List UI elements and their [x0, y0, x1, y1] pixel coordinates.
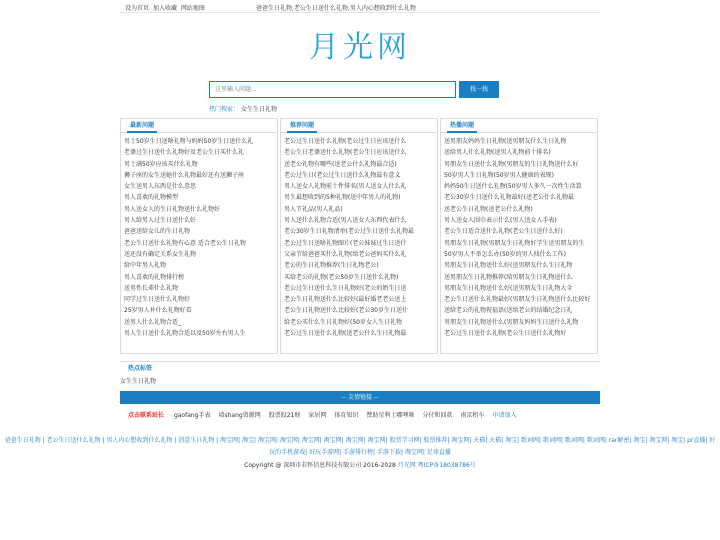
column-title-hot[interactable]: 热播问题 [447, 119, 477, 133]
copyright-text: Copyright @ 深圳市若怀信息科技有限公司 2016-2028 [244, 462, 396, 469]
question-item[interactable]: 男人生日送什么礼物合适以及50岁左右男人生 [124, 330, 246, 338]
top-keywords: 爸爸生日礼物,老公生日送什么礼物,男人内心想收到什么礼物 [256, 5, 416, 12]
friend-link[interactable]: 墙shang资源网 [218, 412, 261, 419]
question-item[interactable]: 男朋友生日礼物送什么好(送男朋友生日礼物大全 [444, 284, 573, 292]
hot-search-label: 热门搜索： [209, 106, 240, 113]
add-favorite-link[interactable]: 加入收藏 [152, 5, 177, 12]
question-item[interactable]: 男朋友生日送什么礼物(男朋友的生日礼物送什么好 [444, 160, 579, 168]
apply-link[interactable]: 申请加入 [492, 412, 517, 419]
copyright [0, 460, 720, 469]
question-item[interactable]: 送男朋友生日礼物推荐(给男朋友生日礼物送什么 [444, 273, 573, 281]
question-item[interactable]: 老公过生日送什么礼物(送老公什么生日礼物最 [284, 330, 407, 338]
question-item[interactable]: 老公生日礼物送什么比较好(最好婚老老公送上 [284, 296, 407, 304]
question-item[interactable]: 50岁男人生日礼物(50岁男人健康的表现) [444, 171, 554, 179]
question-item[interactable]: 老公30岁生日送什么礼物最好(送老公什么礼物最 [444, 194, 574, 202]
question-item[interactable]: 妈妈50生日送什么礼物(50岁男人多久一次性生活算 [444, 183, 582, 191]
question-item[interactable]: 老公30岁生日礼物清单(老公过生日送什么礼物最 [284, 228, 414, 236]
friend-link[interactable]: 分付和回款 [422, 412, 453, 419]
question-item[interactable]: 男朋友生日礼物送什么(男朋友妈妈生日送什么礼物 [444, 318, 579, 326]
question-list [121, 133, 277, 339]
question-item[interactable]: 男人送女人的生日礼物送什么礼物好 [124, 205, 221, 213]
contact-admin-link[interactable]: 点击联系站长 [128, 412, 165, 419]
question-item[interactable]: 送男性长辈什么礼物 [124, 284, 179, 292]
friend-link[interactable]: gaofang手表 [173, 412, 211, 419]
question-item[interactable]: 狮子座的女生送她什么礼物最好还有送狮子座 [124, 171, 245, 179]
question-item[interactable]: 给中年男人礼物 [124, 262, 167, 270]
question-item[interactable]: 男人送女人围巾表示什么(男人送女人手表) [444, 217, 557, 225]
column-recommended [280, 118, 438, 354]
column-hot [440, 118, 598, 354]
friend-link[interactable]: 体育知识 [334, 412, 359, 419]
question-item[interactable]: 男生最想收到的5种礼物(送中年男人的礼物) [284, 194, 401, 202]
question-item[interactable]: 爸爸送给女儿的生日礼物 [124, 228, 191, 236]
hot-tags-title: 热点标签 [128, 365, 153, 372]
column-title-latest[interactable]: 最新问题 [127, 119, 157, 133]
question-item[interactable]: 男朋友生日礼物(男朋友生日礼物好学生送男朋友的生 [444, 239, 585, 247]
site-logo[interactable]: 月光网 [309, 30, 411, 65]
question-item[interactable]: 男人送女人礼物前十件排名(男人送女人什么礼 [284, 183, 407, 191]
question-item[interactable]: 男朋友生日礼物送什么好(送男朋友什么生日礼物 [444, 262, 573, 270]
tag-item[interactable]: 女生生日礼物 [120, 378, 157, 385]
hot-tags [120, 361, 600, 386]
question-item[interactable]: 老公生日礼物送什么比较好(老公30岁生日送什 [284, 307, 408, 315]
friend-link[interactable]: 赞助星利士嘟哩舞 [366, 412, 415, 419]
question-item[interactable]: 送老公生日礼物(送老公什么礼物) [444, 205, 533, 213]
question-list [441, 133, 597, 339]
question-item[interactable]: 老公的生日礼物推荐(生日礼物老公) [284, 262, 379, 270]
set-homepage-link[interactable]: 设为首页 [125, 5, 150, 12]
question-item[interactable]: 老公过生日(老公过生日送什么礼物最有意义 [284, 171, 401, 179]
question-item[interactable]: 男士满50岁应该买什么礼物 [124, 160, 198, 168]
search-button[interactable]: 找一找 [459, 81, 499, 98]
question-item[interactable]: 男人喜欢的礼物模型 [124, 194, 179, 202]
column-header [281, 119, 437, 133]
friend-link[interactable]: 南京租车 [460, 412, 485, 419]
footer-links[interactable]: 爸爸生日礼物 | 老公生日送什么礼物 | 男人内心想收到什么礼物 | 创意生日礼物 | 淘宝网| 淘宝| 淘宝网| 淘宝网| 淘宝网| 淘宝网| 淘宝网| 淘宝网| 股票学习网| 股票推荐| 淘宝网| 天猫| 天猫| 淘宝| 歌词网| 歌词网| 歌词网| 歌词网| rar解密| 淘宝| 淘宝网| 淘宝| pr直播| 好玩的手机游戏| 好玩手游网| 手游排行榜| 手游下载| 淘宝网| 足球直播 [4, 437, 716, 456]
friend-link[interactable]: 家居网 [308, 412, 327, 419]
friend-link[interactable]: 股票股21财 [268, 412, 301, 419]
column-header [121, 119, 277, 133]
question-item[interactable]: 老公生日送什么礼物最好(男朋友生日礼物送什么比较好 [444, 296, 591, 304]
question-item[interactable]: 男人喜欢的礼物排行榜 [124, 273, 185, 281]
question-item[interactable]: 送男朋友妈妈生日礼物(送男朋友什么生日礼物 [444, 138, 567, 145]
question-item[interactable]: 老公过生日送什么礼物(老公过生日应该送什么 [284, 138, 407, 145]
question-item[interactable]: 老公生日适合送什么礼物(老公生日送什么好) [444, 228, 563, 236]
question-item[interactable]: 25岁男人补什么礼物好看 [124, 307, 192, 315]
top-bar [120, 0, 600, 13]
question-item[interactable]: 送男人什么礼物合适_ [124, 318, 182, 326]
question-item[interactable]: 男人节礼品(男人礼品) [284, 205, 343, 213]
question-item[interactable]: 老婆过生日送什么礼物好及老公生日买什么礼 [124, 149, 245, 157]
top-links [125, 3, 207, 12]
question-item[interactable]: 男人给男人过生日送什么好 [124, 217, 197, 225]
question-list [281, 133, 437, 339]
question-item[interactable]: 送老公礼物有哪些(送老公什么礼物最合适) [284, 160, 397, 168]
site-map-link[interactable]: 网站地图 [180, 5, 205, 12]
column-latest [120, 118, 278, 354]
question-item[interactable]: 男士50岁生日送啥礼物与妈妈50岁生日送什么礼 [124, 138, 254, 145]
column-header [441, 119, 597, 133]
friend-links [128, 410, 524, 419]
question-item[interactable]: 女生送男人东西是什么意思 [124, 183, 197, 191]
icp-number[interactable]: 粤ICP备18038786号 [417, 462, 476, 469]
question-item[interactable]: 送给老公的礼物祝福语(送给老公的结婚纪念日礼 [444, 307, 573, 315]
question-item[interactable]: 男人送什么礼物合适(男人送女人东西代表什么 [284, 217, 407, 225]
question-item[interactable]: 老公生日送什么礼物有心意 适合老公生日礼物 [124, 239, 246, 247]
question-item[interactable]: 老公过生日送什么生日礼物好(老公的奶生日送 [284, 284, 407, 292]
hot-search-term[interactable]: 女生生日礼物 [240, 106, 277, 113]
question-item[interactable]: 给老公买什么生日礼物好(50岁女人生日礼物 [284, 318, 402, 326]
footer-site-name[interactable]: 月光网 [397, 462, 416, 469]
question-item[interactable]: 老公过生日送啥礼物图片(老公妹妹过生日送什 [284, 239, 407, 247]
column-title-recommended[interactable]: 推荐问题 [287, 119, 317, 133]
hot-search [209, 104, 277, 113]
search-input[interactable] [209, 81, 456, 98]
question-item[interactable]: 同学过生日送什么礼物好 [124, 296, 191, 304]
question-item[interactable]: 送还没有确定关系女生礼物 [124, 250, 197, 258]
question-item[interactable]: 老公生日老婆送什么礼物(老公生日应该送什么 [284, 149, 407, 157]
question-item[interactable]: 老公过生日送什么礼物(老公生日送什么礼物好 [444, 330, 567, 338]
friend-links-bar: -- 友情链接 -- [120, 391, 600, 404]
question-item[interactable]: 买给老公的礼物(老公50岁生日送什么礼物) [284, 273, 399, 281]
question-item[interactable]: 父亲节给爸爸买什么礼物(给老公爸妈买什么礼 [284, 250, 407, 258]
question-item[interactable]: 送给男人什么礼物(送男人礼物前十排名) [444, 149, 551, 157]
question-item[interactable]: 50岁男人不举怎么办(50岁的男人找什么工作) [444, 250, 566, 258]
